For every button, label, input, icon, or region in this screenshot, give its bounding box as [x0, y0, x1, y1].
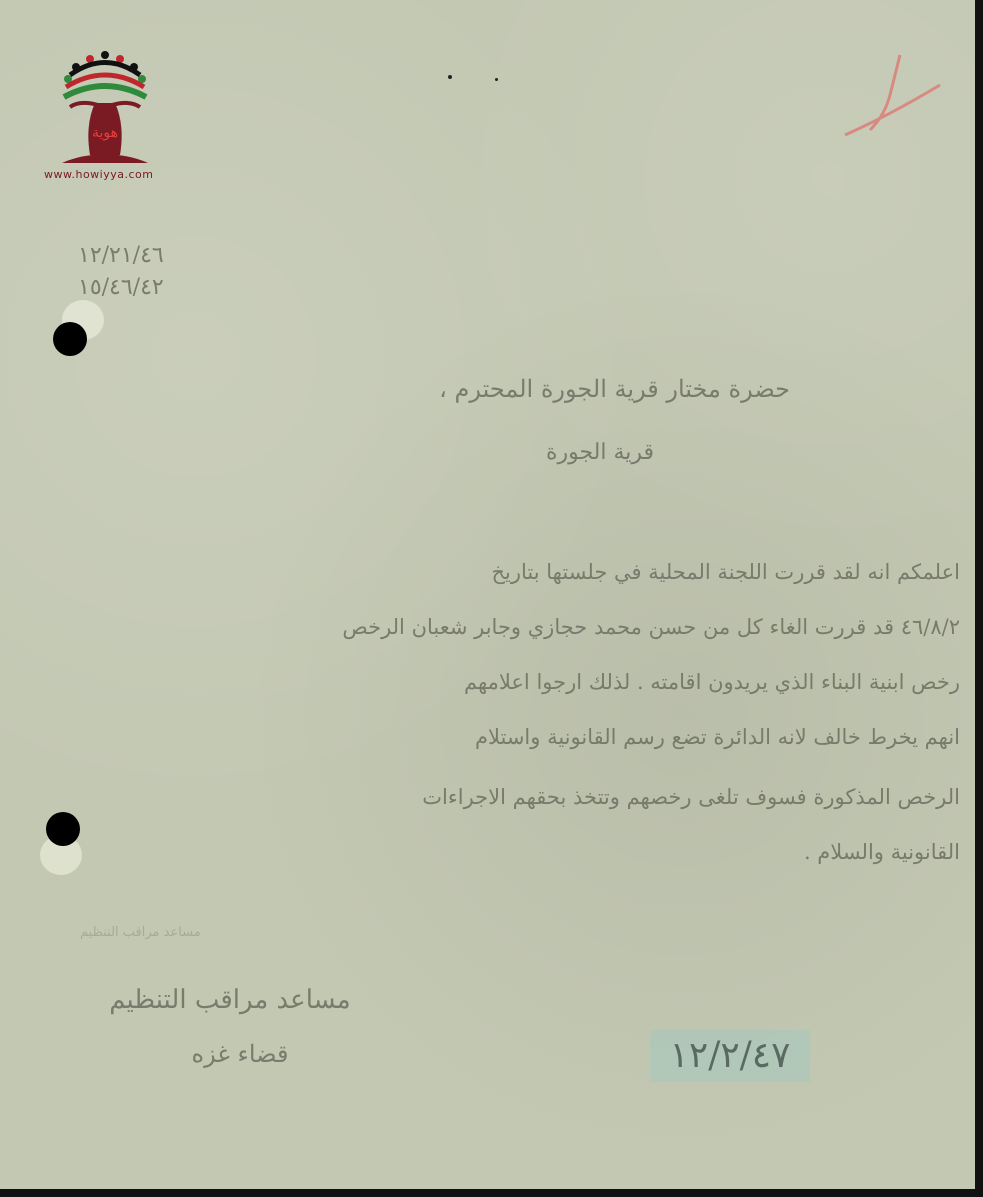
reference-date-1: ١٢/٢١/٤٦	[78, 243, 164, 268]
body-line-5: الرخص المذكورة فسوف تلغى رخصهم وتتخذ بحقهم الاجراءات	[422, 785, 960, 809]
reference-dates	[78, 240, 248, 304]
ink-speck	[448, 75, 452, 79]
scan-edge-bottom	[0, 1189, 983, 1197]
stamp-text: مساعد مراقب التنظيم	[80, 925, 201, 940]
body-line-6: القانونية والسلام .	[803, 840, 960, 864]
scan-edge-right	[975, 0, 983, 1197]
punch-hole	[53, 322, 87, 356]
signature-district: قضاء غزه	[191, 1040, 289, 1068]
logo-url: www.howiyya.com	[44, 168, 154, 181]
addressee-village: قرية الجورة	[545, 440, 655, 465]
howiyya-logo	[40, 45, 170, 185]
body-line-1: اعلمكم انه لقد قررت اللجنة المحلية في جلستها بتاريخ	[491, 560, 960, 584]
letter-date: ١٢/٢/٤٧	[650, 1030, 810, 1082]
faint-stamp	[80, 925, 201, 940]
logo-brand-text: هوية	[91, 125, 119, 141]
ink-speck	[495, 78, 498, 81]
punch-hole	[46, 812, 80, 846]
page-number-mark	[840, 45, 950, 145]
signature-title: مساعد مراقب التنظيم	[109, 985, 351, 1015]
addressee-line: حضرة مختار قرية الجورة المحترم ،	[439, 375, 790, 403]
body-line-4: انهم يخرط خالف لانه الدائرة تضع رسم القانونية واستلام	[474, 725, 960, 749]
body-line-3: رخص ابنية البناء الذي يريدون اقامته . لذلك ارجوا اعلامهم	[463, 670, 960, 694]
reference-date-2: ١٥/٤٦/٤٢	[78, 275, 164, 300]
body-line-2: ٤٦/٨/٢ قد قررت الغاء كل من حسن محمد حجازي وجابر شعبان الرخص	[342, 615, 960, 639]
